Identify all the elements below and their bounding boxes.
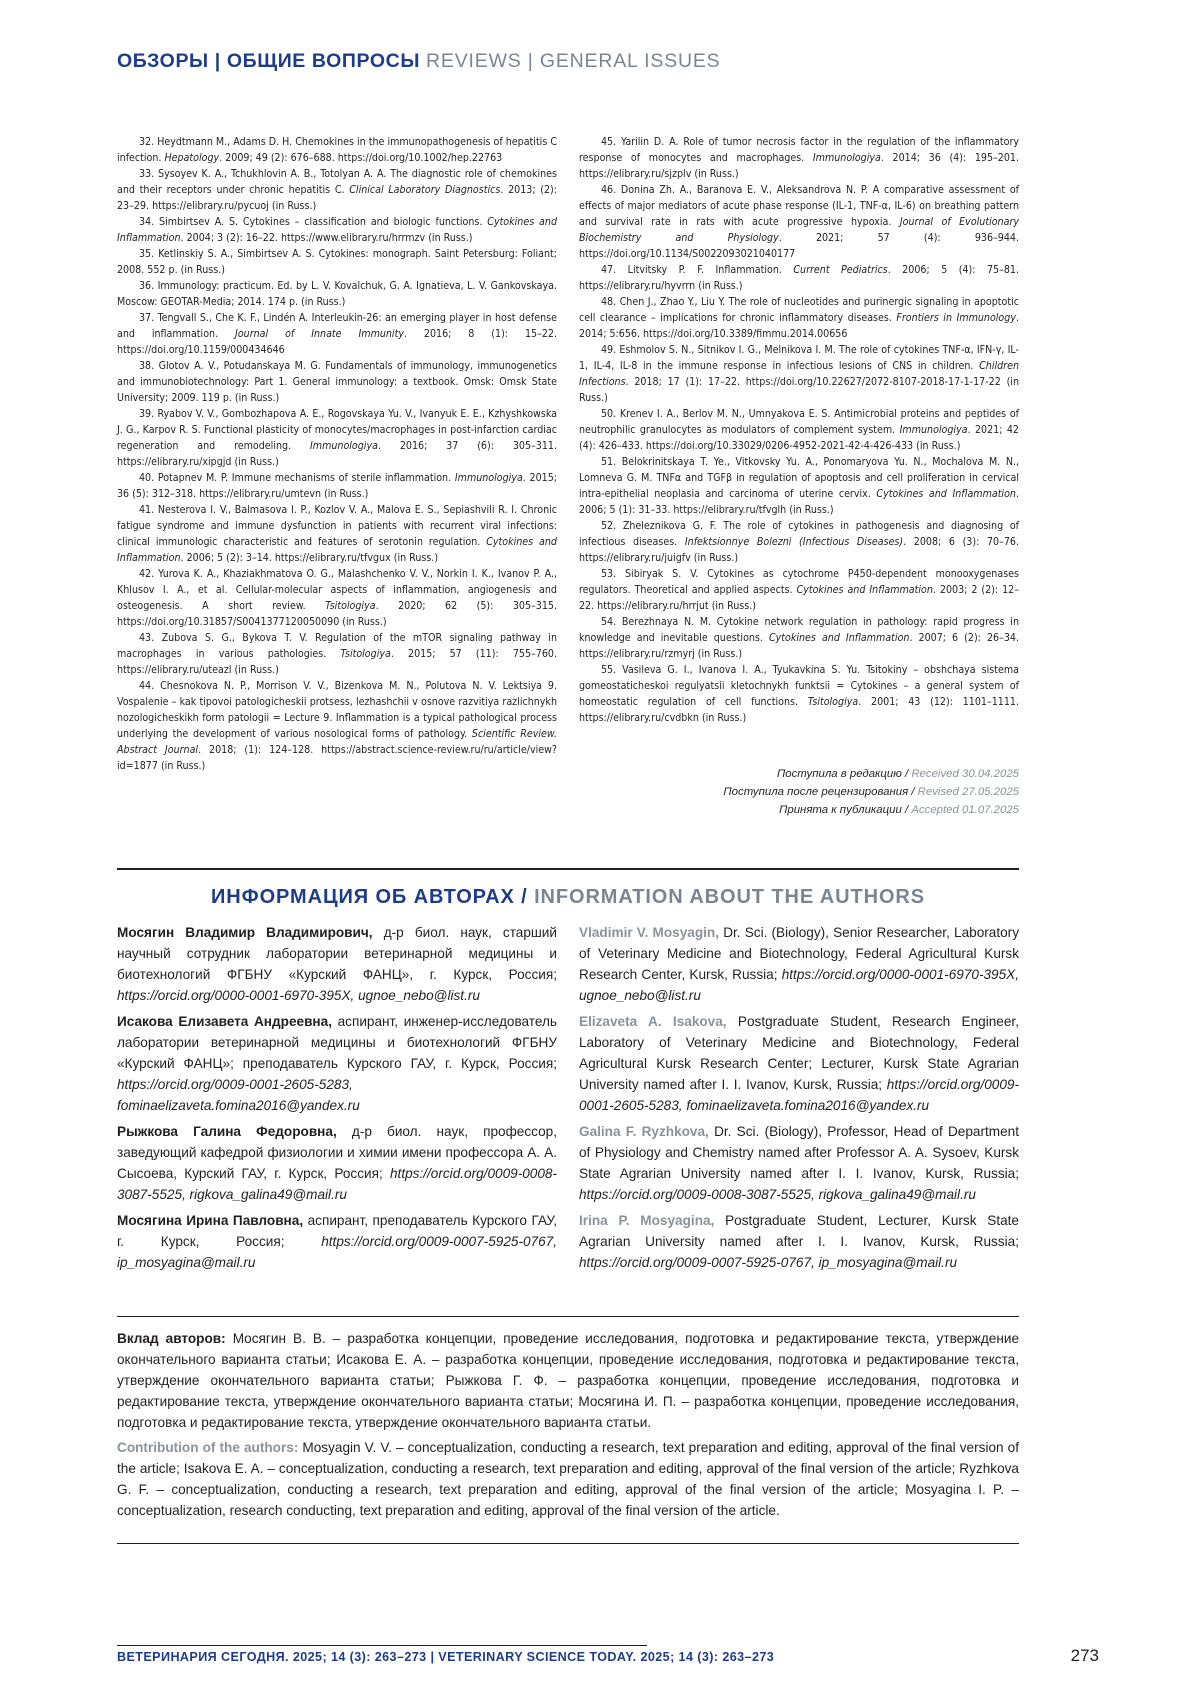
author-name: Мосягин Владимир Владимирович, (117, 925, 373, 940)
reference-entry (117, 310, 557, 358)
contribution-ru-label: Вклад авторов: (117, 1331, 226, 1346)
reference-journal: Hepatology (164, 152, 220, 164)
reference-entry (117, 278, 557, 310)
author-name: Elizaveta A. Isakova, (579, 1014, 727, 1029)
author-entry (117, 1121, 557, 1205)
reference-journal: Immunologiya (309, 440, 378, 452)
author-description: аспирант, инженер-исследователь лаборатории ветеринарной медицины и биотехнологий ФГБНУ «Курский ФАНЦ»; преподаватель Курского ГАУ, г. Курск, Россия; (117, 1014, 557, 1071)
reference-entry (117, 406, 557, 470)
author-entry (117, 1011, 557, 1116)
reference-entry (579, 294, 1019, 342)
author-name: Рыжкова Галина Федоровна, (117, 1124, 337, 1139)
reference-text: 38. Glotov A. V., Potudanskaya M. G. Fundamentals of immunology, immunogenetics and immunobiotechnology: Part 1. General immunology: a textbook. Omsk: Omsk State University; 2009. 119 p. (in Russ.) (117, 360, 557, 404)
section-header-en: REVIEWS | GENERAL ISSUES (426, 50, 721, 72)
date-value: Accepted 01.07.2025 (911, 804, 1019, 816)
reference-text: 36. Immunology: practicum. Ed. by L. V. Kovalchuk, G. A. Ignatieva, L. V. Gankovskaya. Moscow: GEOTAR-Media; 2014. 174 p. (in Russ.) (117, 280, 557, 308)
reference-text: 44. Chesnokova N. P., Morrison V. V., Bizenkova M. N., Polutova N. V. Lektsiya 9. Vospalenie – kak tipovoi patologicheskii protsess, lezhashchii v osnove razvitiya razlichnykh nozologicheskikh form patologii = Lecture 9. Inflammation is a typical pathological process underlying the development of various nosological forms of pathology. (117, 680, 557, 740)
author-links: https://orcid.org/0009-0008-3087-5525, rigkova_galina49@mail.ru (579, 1187, 976, 1202)
reference-entry (117, 166, 557, 214)
author-links: https://orcid.org/0009-0008-3087-5525, rigkova_galina49@mail.ru (117, 1166, 557, 1202)
author-name: Vladimir V. Mosyagin, (579, 925, 720, 940)
reference-details: . 2018; (1): 124–128. https://abstract.science-review.ru/ru/article/view?id=1877 (in Russ.) (117, 744, 557, 772)
author-description: д-р биол. наук, старший научный сотрудник лаборатории ветеринарной медицины и биотехнологий ФГБНУ «Курский ФАНЦ», г. Курск, Россия; (117, 925, 557, 982)
reference-journal: Scientific Review. Abstract Journal (117, 728, 557, 756)
author-name: Исакова Елизавета Андреевна, (117, 1014, 332, 1029)
author-description: Postgraduate Student, Lecturer, Kursk State Agrarian University named after I. I. Ivanov, Kursk, Russia; (579, 1213, 1019, 1249)
reference-text: 47. Litvitsky P. F. Inflammation. (601, 264, 794, 276)
reference-entry (117, 470, 557, 502)
reference-journal: Current Pediatrics (793, 264, 888, 276)
authors-ru-column (117, 922, 557, 1278)
reference-journal: Journal of Innate Immunity (235, 328, 404, 340)
reference-details: . 2009; 49 (2): 676–688. https://doi.org/10.1002/hep.22763 (219, 152, 503, 164)
reference-text: 35. Ketlinskiy S. A., Simbirtsev A. S. Cytokines: monograph. Saint Petersburg: Foliant; 2008. 552 p. (in Russ.) (117, 248, 557, 276)
page-number: 273 (1070, 1646, 1099, 1665)
reference-entry (117, 246, 557, 278)
divider-top (117, 868, 1019, 870)
reference-details: . 2015; 57 (11): 755–760. https://elibrary.ru/uteazl (in Russ.) (117, 648, 557, 676)
reference-text: 49. Eshmolov S. N., Sitnikov I. G., Melnikova I. M. The role of cytokines TNF-α, IFN-γ, IL-1, IL-4, IL-8 in the immune response in infectious lesions of CNS in children. (579, 344, 1019, 372)
reference-journal: Tsitologiya (807, 696, 859, 708)
reference-journal: Infektsionnye Bolezni (Infectious Diseases) (684, 536, 904, 548)
authors-en-column (579, 922, 1019, 1278)
reference-entry (579, 342, 1019, 406)
contribution-en-label: Contribution of the authors: (117, 1440, 299, 1455)
reference-details: . 2008; 6 (3): 70–76. https://elibrary.ru/juigfv (in Russ.) (579, 536, 1019, 564)
reference-text: 55. Vasileva G. I., Ivanova I. A., Tyukavkina S. Yu. Tsitokiny – obshchaya sistema gomeostaticheskoi regulyatsii kletochnykh funktsii = Cytokines – a general system of homeostatic regulation of cell functions. (579, 664, 1019, 708)
article-dates (579, 765, 1019, 819)
reference-text: 52. Zheleznikova G. F. The role of cytokines in pathogenesis and diagnosing of infectious diseases. (579, 520, 1019, 548)
reference-journal: Immunologiya (812, 152, 881, 164)
author-name: Irina P. Mosyagina, (579, 1213, 715, 1228)
reference-entry (579, 518, 1019, 566)
reference-entry (579, 454, 1019, 518)
references-right-column (579, 134, 1019, 726)
authors-section-title (117, 886, 1019, 909)
reference-journal: Clinical Laboratory Diagnostics (349, 184, 501, 196)
reference-details: . 2015; 36 (5): 312–318. https://elibrary.ru/umtevn (in Russ.) (117, 472, 557, 500)
reference-details: . 2006; 5 (1): 31–33. https://elibrary.ru/tfvglh (in Russ.) (579, 488, 1019, 516)
author-links: https://orcid.org/0000-0001-6970-395X, ugnoe_nebo@list.ru (579, 967, 1019, 1003)
author-description: Postgraduate Student, Research Engineer, Laboratory of Veterinary Medicine and Biotechnology, Federal Agricultural Kursk Research Center; Lecturer, Kursk State Agrarian University named after I. I. Ivanov, Kursk, Russia; (579, 1014, 1019, 1092)
contribution-ru (117, 1328, 1019, 1433)
reference-details: . 2014; 5:656. https://doi.org/10.3389/fimmu.2014.00656 (579, 312, 1019, 340)
reference-text: 43. Zubova S. G., Bykova T. V. Regulation of the mTOR signaling pathway in macrophages in various pathologies. (117, 632, 557, 660)
reference-journal: Children Infections (579, 360, 1019, 388)
footer-journal: ВЕТЕРИНАРИЯ СЕГОДНЯ. 2025; 14 (3): 263–273 | VETERINARY SCIENCE TODAY. 2025; 14 (3): 263–273 (117, 1650, 775, 1664)
reference-journal: Cytokines and Inflammation (876, 488, 1016, 500)
reference-entry (579, 406, 1019, 454)
author-entry (117, 1210, 557, 1273)
author-name: Мосягина Ирина Павловна, (117, 1213, 304, 1228)
reference-text: 34. Simbirtsev A. S. Cytokines – classification and biologic functions. (139, 216, 488, 228)
author-entry (579, 1121, 1019, 1205)
contribution-ru-text: Мосягин В. В. – разработка концепции, проведение исследования, подготовка и редактирование текста, утверждение окончательного варианта статьи; Исакова Е. А. – разработка концепции, проведение исследования, подготовка и редактирование текста, утверждение окончательного варианта статьи; Рыжкова Г. Ф. – разработка концепции, проведение исследования, подготовка и редактирование текста, утверждение окончательного варианта статьи; Мосягина И. П. – разработка концепции, проведение исследования, подготовка и редактирование текста, утверждение окончательного варианта статьи. (117, 1331, 1019, 1430)
contribution-en (117, 1437, 1019, 1521)
reference-entry (579, 182, 1019, 262)
author-description: д-р биол. наук, профессор, заведующий кафедрой физиологии и химии имени профессора А. А. Сысоева, Курский ГАУ, г. Курск, Россия; (117, 1124, 557, 1181)
reference-entry (579, 262, 1019, 294)
date-line (579, 765, 1019, 783)
reference-details: . 2004; 3 (2): 16–22. https://www.elibrary.ru/hrrmzv (in Russ.) (180, 232, 473, 244)
author-links: https://orcid.org/0009-0007-5925-0767, ip_mosyagina@mail.ru (579, 1255, 958, 1270)
authors-title-en: INFORMATION ABOUT THE AUTHORS (534, 886, 925, 908)
author-entry (579, 922, 1019, 1006)
reference-journal: Tsitologiya (340, 648, 391, 660)
reference-text: 32. Heydtmann M., Adams D. H. Chemokines in the immunopathogenesis of hepatitis C infection. (117, 136, 557, 164)
reference-entry (579, 614, 1019, 662)
reference-details: . 2006; 5 (2): 3–14. https://elibrary.ru/tfvgux (in Russ.) (180, 552, 439, 564)
reference-entry (117, 502, 557, 566)
author-name: Galina F. Ryzhkova, (579, 1124, 709, 1139)
reference-entry (117, 214, 557, 246)
divider-middle (117, 1316, 1019, 1317)
author-links: https://orcid.org/0009-0007-5925-0767, ip_mosyagina@mail.ru (117, 1234, 557, 1270)
author-contribution (117, 1328, 1019, 1525)
reference-entry (117, 678, 557, 774)
reference-details: . 2001; 43 (12): 1101–1111. https://elibrary.ru/cvdbkn (in Russ.) (579, 696, 1019, 724)
reference-text: 41. Nesterova I. V., Balmasova I. P., Kozlov V. A., Malova E. S., Sepiashvili R. I. Chronic fatigue syndrome and immune dysfunction in patients with recurrent viral infections: clinical immunologic characteristic and features of serotonin regulation. (117, 504, 557, 548)
reference-journal: Tsitologiya (325, 600, 376, 612)
reference-entry (579, 566, 1019, 614)
divider-bottom (117, 1543, 1019, 1544)
reference-details: . 2021; 42 (4): 426–433. https://doi.org/10.33029/0206-4952-2021-42-4-426-433 (in Russ.) (579, 424, 1019, 452)
date-label: Поступила после рецензирования / (723, 786, 918, 798)
reference-text: 42. Yurova K. A., Khaziakhmatova O. G., Malashchenko V. V., Norkin I. K., Ivanov P. A., Khlusov I. A., et al. Cellular-molecular aspects of inflammation, angiogenesis and osteogenesis. A short review. (117, 568, 557, 612)
reference-text: 46. Donina Zh. A., Baranova E. V., Aleksandrova N. P. A comparative assessment of effects of major mediators of acute phase response (IL-1, TNF-α, IL-6) on breathing pattern and survival rate in rats with acute progressive hypoxia. (579, 184, 1019, 228)
reference-journal: Journal of Evolutionary Biochemistry and Physiology (579, 216, 1019, 244)
references-left-column (117, 134, 557, 774)
footer-rule (117, 1645, 647, 1646)
date-value: Revised 27.05.2025 (917, 786, 1019, 798)
author-links: https://orcid.org/0009-0001-2605-5283, fominaelizaveta.fomina2016@yandex.ru (117, 1077, 360, 1113)
section-header (117, 50, 1097, 73)
reference-entry (579, 134, 1019, 182)
reference-text: 40. Potapnev M. P. Immune mechanisms of sterile inflammation. (139, 472, 455, 484)
reference-journal: Cytokines and Inflammation (796, 584, 933, 596)
reference-entry (579, 662, 1019, 726)
reference-details: . 2014; 36 (4): 195–201. https://elibrary.ru/sjzplv (in Russ.) (579, 152, 1019, 180)
reference-journal: Frontiers in Immunology (896, 312, 1016, 324)
date-value: Received 30.04.2025 (911, 768, 1019, 780)
authors-title-ru: ИНФОРМАЦИЯ ОБ АВТОРАХ / (211, 886, 535, 908)
author-description: Dr. Sci. (Biology), Professor, Head of Department of Physiology and Chemistry named after Professor A. A. Sysoev, Kursk State Agrarian University named after I. I. Ivanov, Kursk, Russia; (579, 1124, 1019, 1181)
reference-text: 54. Berezhnaya N. M. Cytokine network regulation in pathology: rapid progress in knowledge and inevitable questions. (579, 616, 1019, 644)
reference-text: 37. Tengvall S., Che K. F., Lindén A. Interleukin-26: an emerging player in host defense and inflammation. (117, 312, 557, 340)
reference-details: . 2018; 17 (1): 17–22. https://doi.org/10.22627/2072-8107-2018-17-1-17-22 (in Russ.) (579, 376, 1019, 404)
reference-details: . 2013; (2): 23–29. https://elibrary.ru/pycuoj (in Russ.) (117, 184, 557, 212)
author-links: https://orcid.org/0009-0001-2605-5283, fominaelizaveta.fomina2016@yandex.ru (579, 1077, 1019, 1113)
reference-details: . 2021; 57 (4): 936–944. https://doi.org/10.1134/S0022093021040177 (579, 232, 1019, 260)
reference-text: 50. Krenev I. A., Berlov M. N., Umnyakova E. S. Antimicrobial proteins and peptides of neutrophilic granulocytes as modulators of complement system. (579, 408, 1019, 436)
reference-text: 33. Sysoyev K. A., Tchukhlovin A. B., Totolyan A. A. The diagnostic role of chemokines and their receptors under chronic hepatitis C. (117, 168, 557, 196)
reference-text: 53. Sibiryak S. V. Cytokines as cytochrome P450-dependent monooxygenases regulators. Theoretical and applied aspects. (579, 568, 1019, 596)
reference-details: . 2003; 2 (2): 12–22. https://elibrary.ru/hrrjut (in Russ.) (579, 584, 1019, 612)
reference-journal: Cytokines and Inflammation (117, 536, 557, 564)
reference-journal: Cytokines and Inflammation (768, 632, 910, 644)
date-line (579, 801, 1019, 819)
reference-text: 39. Ryabov V. V., Gombozhapova A. E., Rogovskaya Yu. V., Ivanyuk E. E., Kzhyshkowska J. G., Karpov R. S. Functional plasticity of monocytes/macrophages in post-infarction cardiac regeneration and remodeling. (117, 408, 557, 452)
reference-entry (117, 358, 557, 406)
reference-journal: Cytokines and Inflammation (117, 216, 557, 244)
section-header-ru: ОБЗОРЫ | ОБЩИЕ ВОПРОСЫ (117, 50, 421, 72)
reference-details: . 2016; 8 (1): 15–22. https://doi.org/10.1159/000434646 (117, 328, 557, 356)
date-label: Поступила в редакцию / (777, 768, 912, 780)
reference-details: . 2016; 37 (6): 305–311. https://elibrary.ru/xipgjd (in Russ.) (117, 440, 557, 468)
reference-entry (117, 134, 557, 166)
author-links: https://orcid.org/0000-0001-6970-395X, ugnoe_nebo@list.ru (117, 988, 480, 1003)
author-description: аспирант, преподаватель Курского ГАУ, г. Курск, Россия; (117, 1213, 557, 1249)
reference-text: 48. Chen J., Zhao Y., Liu Y. The role of nucleotides and purinergic signaling in apoptotic cell clearance – implications for chronic inflammatory diseases. (579, 296, 1019, 324)
date-label: Принята к публикации / (779, 804, 912, 816)
author-entry (579, 1210, 1019, 1273)
author-entry (117, 922, 557, 1006)
reference-entry (117, 630, 557, 678)
reference-text: 45. Yarilin D. A. Role of tumor necrosis factor in the regulation of the inflammatory response of monocytes and macrophages. (579, 136, 1019, 164)
reference-details: . 2006; 5 (4): 75–81. https://elibrary.ru/hyvrrn (in Russ.) (579, 264, 1019, 292)
reference-text: 51. Belokrinitskaya T. Ye., Vitkovsky Yu. A., Ponomaryova Yu. N., Mochalova M. N., Lomneva G. M. TNFα and TGFβ in regulation of apoptosis and cell proliferation in cervical intra-epithelial neoplasia and carcinoma of uterine cervix. (579, 456, 1019, 500)
reference-journal: Immunologiya (454, 472, 523, 484)
reference-journal: Immunologiya (899, 424, 968, 436)
author-description: Dr. Sci. (Biology), Senior Researcher, Laboratory of Veterinary Medicine and Biotechnology, Federal Agricultural Kursk Research Center, Kursk, Russia; (579, 925, 1019, 982)
reference-details: . 2020; 62 (5): 305–315. https://doi.org/10.31857/S0041377120050090 (in Russ.) (117, 600, 557, 628)
reference-details: . 2007; 6 (2): 26–34. https://elibrary.ru/rzmyrj (in Russ.) (579, 632, 1019, 660)
date-line (579, 783, 1019, 801)
reference-entry (117, 566, 557, 630)
contribution-en-text: Mosyagin V. V. – conceptualization, conducting a research, text preparation and editing, approval of the final version of the article; Isakova E. A. – conceptualization, conducting a research, text preparation and editing, approval of the final version of the article; Ryzhkova G. F. – conceptualization, conducting a research, text preparation and editing, approval of the final version of the article; Mosyagina I. P. – conceptualization, research conducting, text preparation and editing, approval of the final version of the article. (117, 1440, 1019, 1518)
author-entry (579, 1011, 1019, 1116)
